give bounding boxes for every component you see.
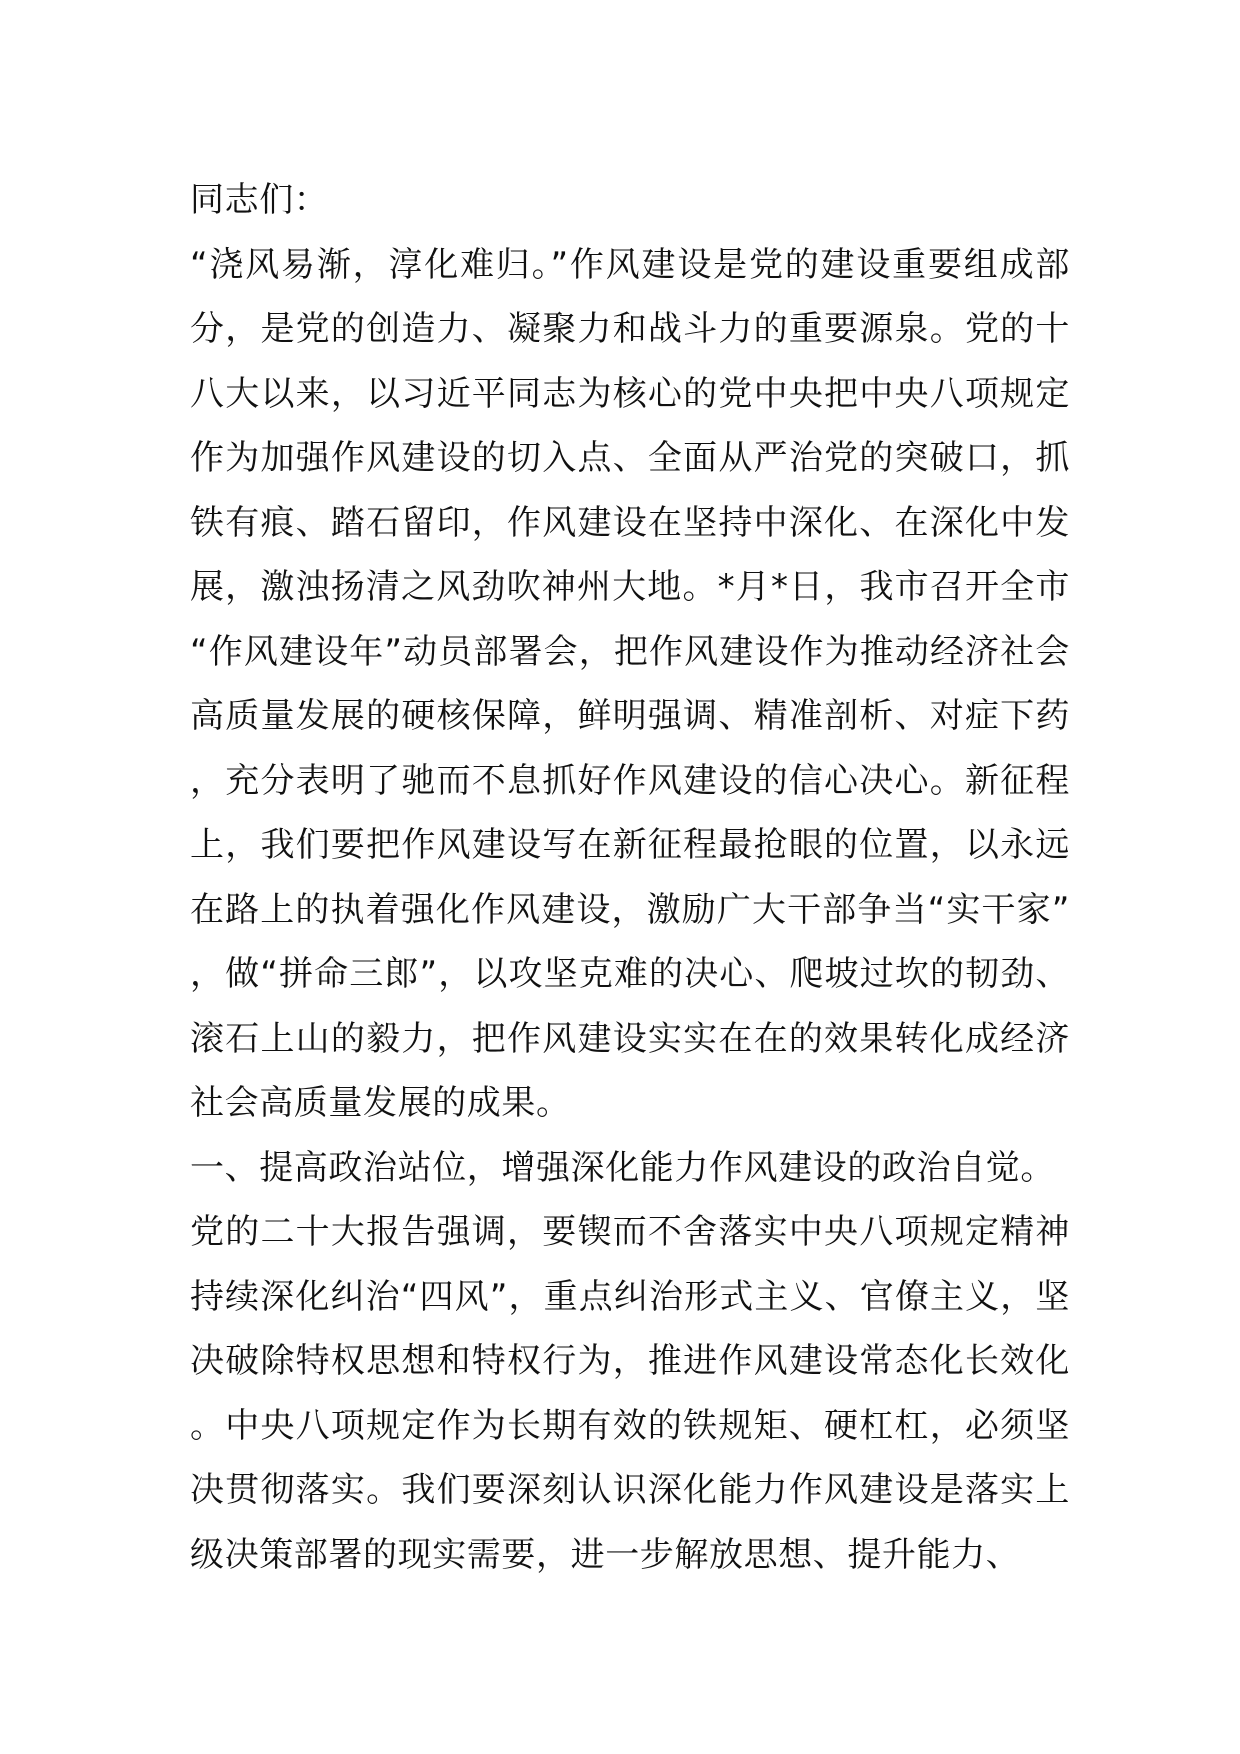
- document-body: [190, 168, 1070, 1587]
- paragraph-intro: “浇风易渐，淳化难归。”作风建设是党的建设重要组成部分，是党的创造力、凝聚力和战斗力的重要源泉。党的十八大以来，以习近平同志为核心的党中央把中央八项规定作为加强作风建设的切入点、全面从严治党的突破口，抓铁有痕、踏石留印，作风建设在坚持中深化、在深化中发展，激浊扬清之风劲吹神州大地。*月*日，我市召开全市“作风建设年”动员部署会，把作风建设作为推动经济社会高质量发展的硬核保障，鲜明强调、精准剖析、对症下药，充分表明了驰而不息抓好作风建设的信心决心。新征程上，我们要把作风建设写在新征程最抢眼的位置，以永远在路上的执着强化作风建设，激励广大干部争当“实干家”，做“拼命三郎”，以攻坚克难的决心、爬坡过坎的韧劲、滚石上山的毅力，把作风建设实实在在的效果转化成经济社会高质量发展的成果。: [190, 244, 1070, 1123]
- paragraph-section-1: 党的二十大报告强调，要锲而不舍落实中央八项规定精神持续深化纠治“四风”，重点纠治形式主义、官僚主义，坚决破除特权思想和特权行为，推进作风建设常态化长效化。中央八项规定作为长期有效的铁规矩、硬杠杠，必须坚决贯彻落实。我们要深刻认识深化能力作风建设是落实上级决策部署的现实需要，进一步解放思想、提升能力、: [190, 1212, 1070, 1575]
- salutation: 同志们：: [190, 180, 329, 220]
- section-heading-1: 一、提高政治站位，增强深化能力作风建设的政治自觉。: [190, 1147, 1055, 1188]
